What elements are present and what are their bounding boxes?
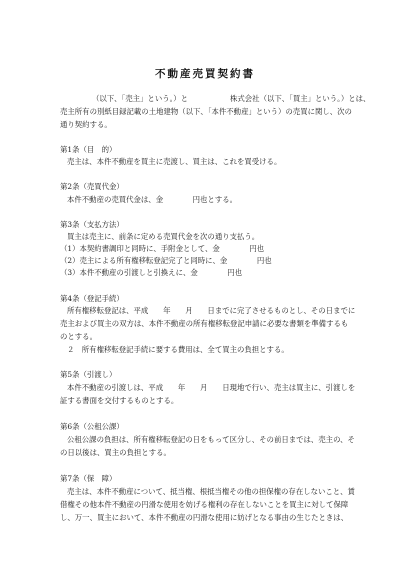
article-2-line-1: 本件不動産の売買代金は、金 円也とする。 (67, 195, 237, 204)
article-5-line-2: 証する書面を交付するものとする。 (60, 396, 179, 405)
article-6-line-1: 公租公課の負担は、所有権移転登記の日をもって区分し、その前日までは、売主の、そ (67, 435, 355, 444)
article-7-heading: 第7条（保 障） (60, 474, 117, 483)
article-4-heading: 第4条（登記手続） (60, 294, 124, 303)
article-2-heading: 第2条（売買代金） (60, 182, 124, 191)
article-4-line-2: 売主および買主の双方は、本件不動産の所有権移転登記申請に必要な書類を準備するも (60, 319, 349, 328)
article-7-line-3: し、万一、買主において、本件不動産の円滑な使用に妨げとなる事由の生じたときは、 (60, 513, 349, 522)
article-5-line-1: 本件不動産の引渡しは、平成 年 月 日現地で行い、売主は買主に、引渡しを (67, 383, 356, 392)
article-4-line-1: 所有権移転登記は、平成 年 月 日までに完了させるものとし、その日までに (67, 306, 356, 315)
preamble-line-1b: 株式会社（以下、「買主」という。）とは、 (230, 94, 371, 103)
article-1-line-1: 売主は、本件不動産を買主に売渡し、買主は、これを買受ける。 (67, 157, 282, 166)
article-3-line-4: （3）本件不動産の引渡しと引換えに、金 円也 (60, 268, 243, 277)
article-7-line-1: 売主は、本件不動産について、抵当権、根抵当権その他の担保権の存在しないこと、賃 (67, 487, 355, 496)
article-6-line-2: の日以後は、買主の負担とする。 (60, 448, 171, 457)
article-3-line-2: （1）本契約書調印と同時に、手附金として、金 円也 (60, 244, 265, 253)
article-1-heading: 第1条（目 的） (60, 145, 117, 154)
document-title: 不動産売買契約書 (155, 68, 255, 80)
preamble-line-3: 通り契約する。 (60, 120, 112, 129)
article-6-heading: 第6条（公租公課） (60, 422, 124, 431)
preamble-line-2: 売主所有の別紙目録記載の土地建物（以下、「本件不動産」という）の売買に関し、次の (60, 107, 352, 116)
article-7-line-2: 借権その他本件不動産の円滑な使用を妨げる権利の存在しないことを買主に対して保障 (60, 500, 349, 509)
article-3-line-1: 買主は売主に、前条に定める売買代金を次の通り支払う。 (67, 232, 260, 241)
article-3-heading: 第3条（支払方法） (60, 220, 124, 229)
article-4-line-3: のとする。 (60, 332, 97, 341)
preamble-line-1a: （以下、「売主」という。）と (92, 94, 189, 103)
article-4-line-4: ２ 所有権移転登記手続に要する費用は、全て買主の負担とする。 (67, 345, 289, 354)
article-3-line-3: （2）売主による所有権移転登記完了と同時に、金 円也 (60, 256, 272, 265)
article-5-heading: 第5条（引渡し） (60, 370, 117, 379)
